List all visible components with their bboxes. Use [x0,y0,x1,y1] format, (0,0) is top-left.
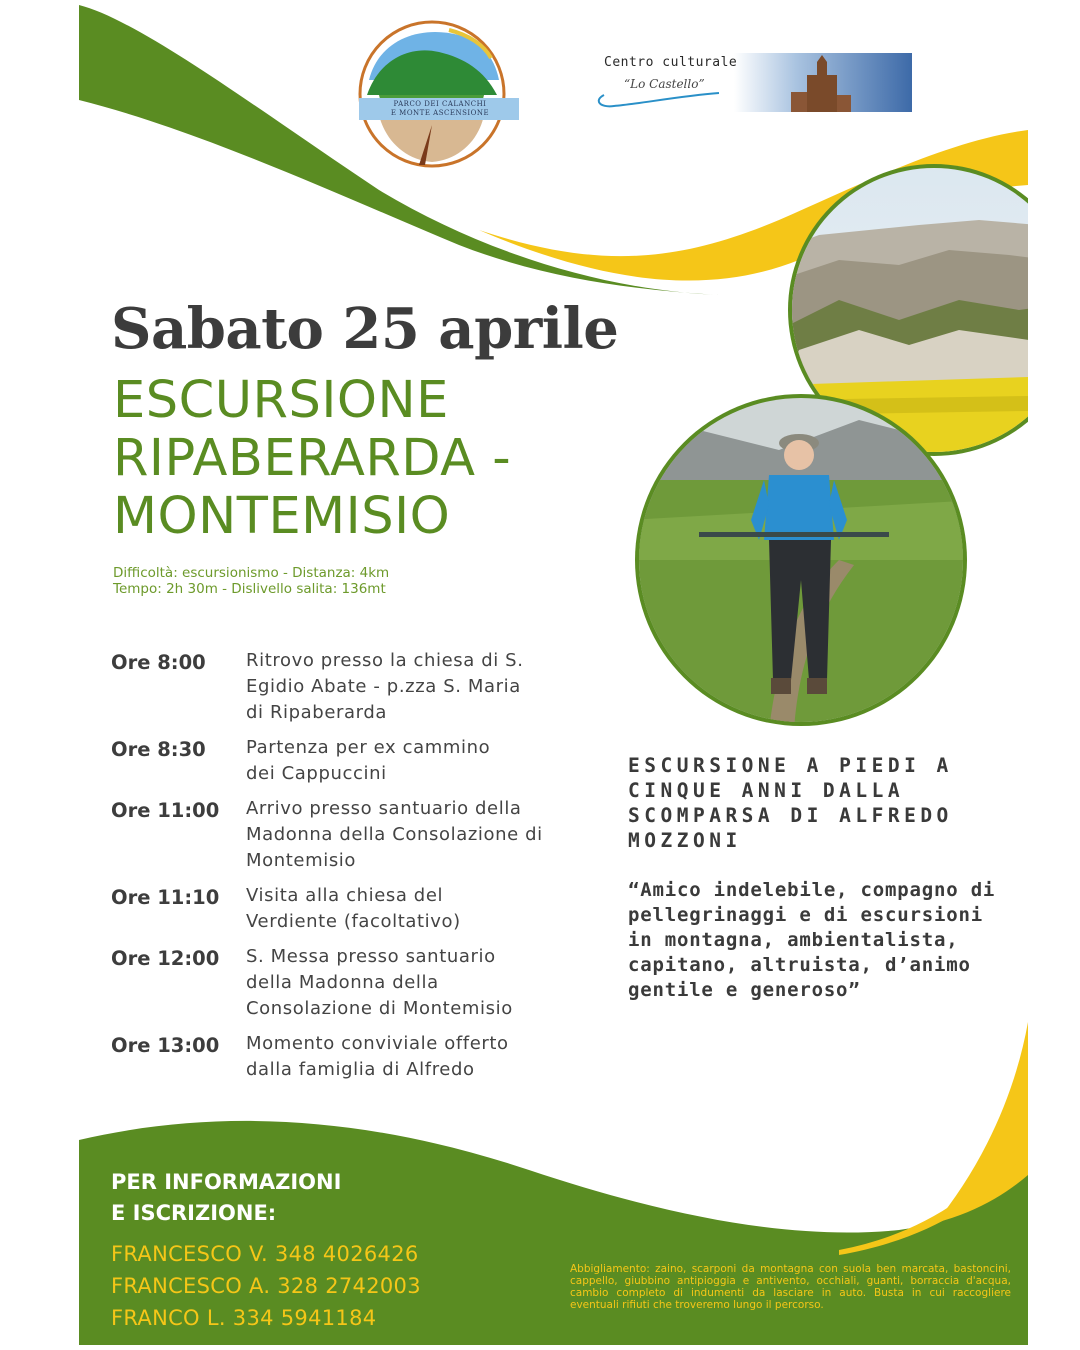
schedule-desc: S. Messa presso santuario della Madonna della Consolazione di Montemisio [246,946,513,1019]
parco-logo [356,16,524,174]
schedule-desc: Ritrovo presso la chiesa di S. Egidio Abate - p.zza S. Maria di Ripaberarda [246,650,524,723]
schedule-item [111,944,551,1022]
flyer-page [79,0,1028,1345]
footer-info-heading [111,1167,341,1229]
contact-item: FRANCO L. 334 5941184 [111,1306,377,1330]
info-difficulty: Difficoltà: escursionismo - Distanza: 4km [113,565,390,581]
event-title-line: MONTEMISIO [113,487,451,546]
schedule-time: Ore 13:00 [111,1034,220,1057]
tribute-quote: “Amico indelebile, compagno di pellegrinaggi e di escursioni in montagna, ambientalista, capitano, altruista, d’animo gentile e generoso” [628,879,996,1001]
clothing-note: Abbigliamento: zaino, scarponi da montagna con suola ben marcata, bastoncini, cappello, giubbino antipioggia e antivento, occhiali, guanti, borraccia d'acqua, cambio completo di indumenti da lasciare in auto. Busta in cui raccogliere eventuali rifiuti che troveremo lungo il percorso. [570,1263,1011,1311]
schedule-time: Ore 11:10 [111,886,220,909]
schedule-item [111,735,551,787]
event-title [113,372,511,546]
event-info [113,565,389,597]
contact-item: FRANCESCO V. 348 4026426 [111,1242,419,1266]
schedule-item [111,648,551,726]
schedule-desc: Partenza per ex cammino dei Cappuccini [246,737,491,784]
schedule-item [111,1031,551,1083]
event-date: Sabato 25 aprile [111,296,619,362]
schedule-desc: Momento conviviale offerto dalla famiglia di Alfredo [246,1033,509,1080]
parco-logo-line2: E MONTE ASCENSIONE [390,109,490,117]
footer-info-line1: PER INFORMAZIONI [111,1170,342,1194]
centro-logo-line2: “Lo Castello” [624,77,705,91]
parco-logo-line1: PARCO DEI CALANCHI [393,100,487,108]
schedule-item [111,883,551,935]
schedule-desc: Visita alla chiesa del Verdiente (facoltativo) [246,885,461,932]
schedule-time: Ore 11:00 [111,799,220,822]
centro-logo-line1: Centro culturale [604,55,738,70]
schedule-time: Ore 8:30 [111,738,206,761]
schedule-item [111,796,551,874]
schedule-time: Ore 8:00 [111,651,206,674]
tribute-heading: ESCURSIONE A PIEDI A CINQUE ANNI DALLA SCOMPARSA DI ALFREDO MOZZONI [628,754,953,852]
schedule-time: Ore 12:00 [111,947,220,970]
contact-item: FRANCESCO A. 328 2742003 [111,1274,421,1298]
info-time: Tempo: 2h 30m - Dislivello salita: 136mt [113,581,386,597]
contact-list [111,1238,421,1334]
schedule [111,648,551,1092]
event-title-line: ESCURSIONE [113,371,449,430]
footer-info-line2: E ISCRIZIONE: [111,1201,277,1225]
event-title-line: RIPABERARDA - [113,429,512,488]
schedule-desc: Arrivo presso santuario della Madonna della Consolazione di Montemisio [246,798,543,871]
